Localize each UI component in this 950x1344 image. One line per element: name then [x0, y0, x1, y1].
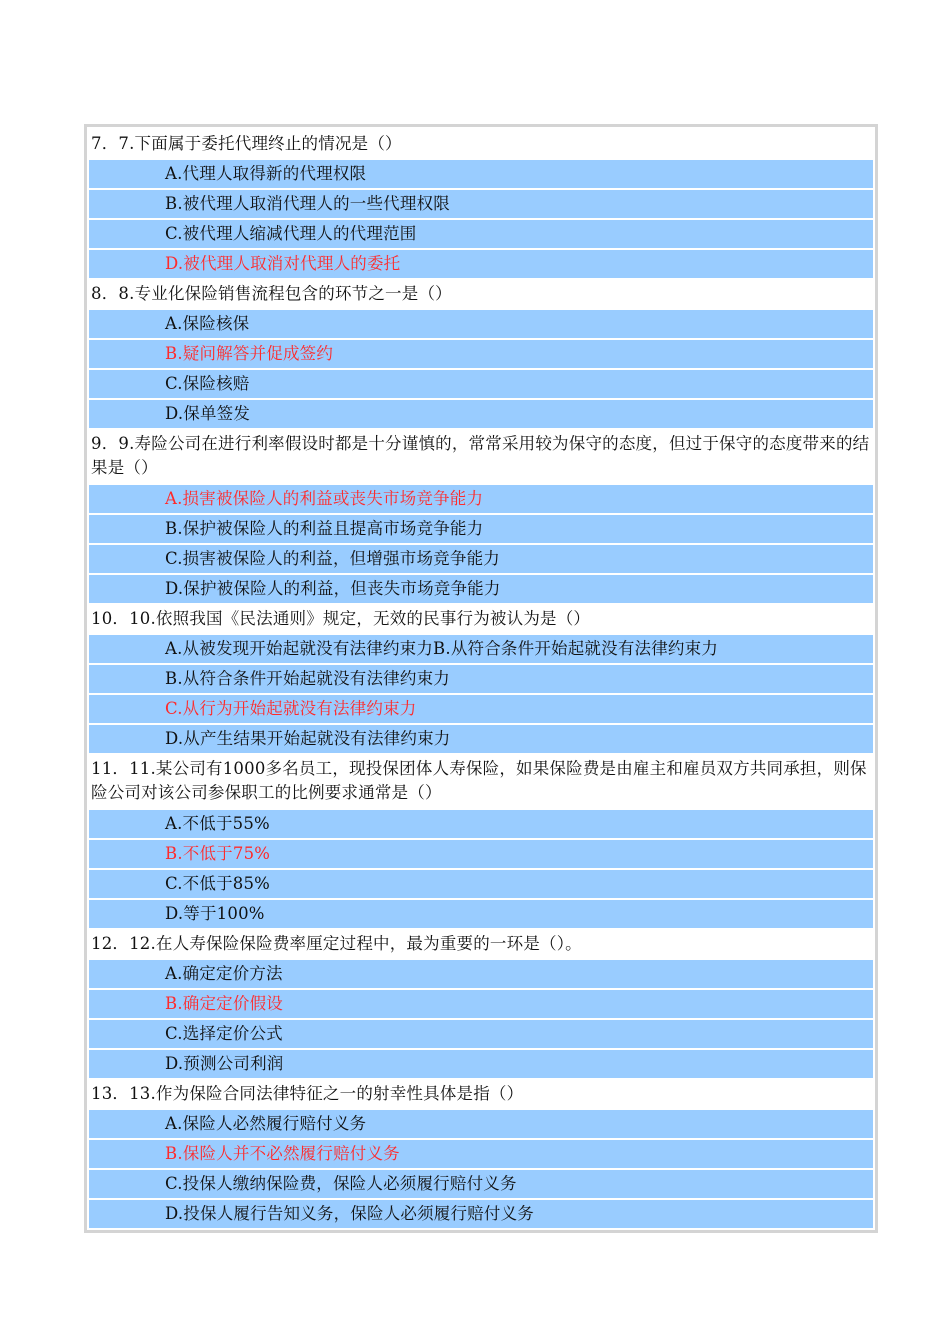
question-text: 8．8.专业化保险销售流程包含的环节之一是（）: [91, 284, 452, 303]
question-block: [89, 928, 873, 1078]
answer-option: B.保护被保险人的利益且提高市场竞争能力: [89, 515, 873, 543]
answer-option: A.保险核保: [89, 310, 873, 338]
answer-option: D.预测公司利润: [89, 1050, 873, 1078]
question-text: 7．7.下面属于委托代理终止的情况是（）: [91, 134, 402, 153]
answer-option-correct: B.确定定价假设: [89, 990, 873, 1018]
question-block: [89, 278, 873, 428]
answer-option-correct: A.损害被保险人的利益或丧失市场竞争能力: [89, 485, 873, 513]
answer-option: D.投保人履行告知义务，保险人必须履行赔付义务: [89, 1200, 873, 1228]
question-text: 13．13.作为保险合同法律特征之一的射幸性具体是指（）: [91, 1084, 524, 1103]
answer-option-correct: B.不低于75%: [89, 840, 873, 868]
answer-option: C.被代理人缩减代理人的代理范围: [89, 220, 873, 248]
answer-option-correct: D.被代理人取消对代理人的委托: [89, 250, 873, 278]
answer-option: B.被代理人取消代理人的一些代理权限: [89, 190, 873, 218]
question-text: 10．10.依照我国《民法通则》规定，无效的民事行为被认为是（）: [91, 609, 591, 628]
question-block: [89, 1078, 873, 1228]
question-table: [84, 124, 878, 1233]
answer-option: D.保单签发: [89, 400, 873, 428]
answer-option-correct: B.保险人并不必然履行赔付义务: [89, 1140, 873, 1168]
answer-option: A.不低于55%: [89, 810, 873, 838]
answer-option-correct: C.从行为开始起就没有法律约束力: [89, 695, 873, 723]
question-text: 9．9.寿险公司在进行利率假设时都是十分谨慎的，常常采用较为保守的态度，但过于保守的态度带来的结果是（）: [91, 434, 870, 477]
answer-option: C.选择定价公式: [89, 1020, 873, 1048]
answer-option: C.损害被保险人的利益，但增强市场竞争能力: [89, 545, 873, 573]
answer-option: B.从符合条件开始起就没有法律约束力: [89, 665, 873, 693]
answer-option: A.确定定价方法: [89, 960, 873, 988]
answer-option: D.等于100%: [89, 900, 873, 928]
question-block: [89, 428, 873, 603]
question-block: [89, 753, 873, 928]
answer-option: C.投保人缴纳保险费，保险人必须履行赔付义务: [89, 1170, 873, 1198]
question-list: [87, 127, 875, 1230]
answer-option: D.保护被保险人的利益，但丧失市场竞争能力: [89, 575, 873, 603]
answer-option: D.从产生结果开始起就没有法律约束力: [89, 725, 873, 753]
question-text: 12．12.在人寿保险保险费率厘定过程中，最为重要的一环是（）。: [91, 934, 582, 953]
question-text: 11．11.某公司有1000多名员工，现投保团体人寿保险，如果保险费是由雇主和雇员双方共同承担，则保险公司对该公司参保职工的比例要求通常是（）: [91, 759, 867, 802]
question-block: [89, 603, 873, 753]
answer-option: A.从被发现开始起就没有法律约束力B.从符合条件开始起就没有法律约束力: [89, 635, 873, 663]
answer-option: A.代理人取得新的代理权限: [89, 160, 873, 188]
answer-option-correct: B.疑问解答并促成签约: [89, 340, 873, 368]
answer-option: C.不低于85%: [89, 870, 873, 898]
question-block: [89, 128, 873, 278]
answer-option: C.保险核赔: [89, 370, 873, 398]
answer-option: A.保险人必然履行赔付义务: [89, 1110, 873, 1138]
